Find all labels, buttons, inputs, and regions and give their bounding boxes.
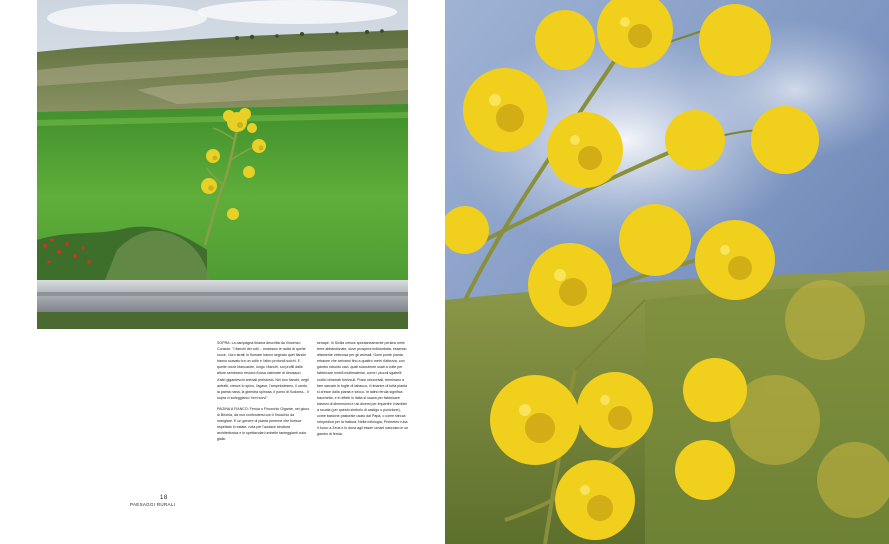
section-name: PAESAGGI RURALI bbox=[130, 502, 176, 507]
fennel-flowers-photo bbox=[445, 0, 889, 544]
folio bbox=[130, 495, 175, 507]
page-number: 18 bbox=[160, 495, 168, 501]
caption-column-right bbox=[317, 340, 410, 443]
caption-column-left bbox=[217, 340, 310, 448]
landscape-photo bbox=[37, 0, 408, 329]
caption-paragraph-continued: senape. In Sicilia cresce spontaneamente persino nelle terre abbandonate, dove prospera indisturbata, essendo altamente velenosa per gli animali. Gomi ponte pianta erbacee che arrivano fino a quattro metri d'altezza, con gambo robusto cavi, quali succulente usati a volte per fabbricare mobili multimaterial, come i piccoli sgabelli rustici chiamati furrizzuli. Possi orizzontali, terminano a fare sarcare le foglie di tabacco; il rimanire di tutta pianta si cresce dalla pianta e secco. In latino ferula significa bacchetta, e in effetti in Italia si usava per fabbricare bastoni di dimensioni e usi diversi per impartire i bambini a scuola (per questo simbolo di castigo o punizione), come bastone pastorale usato dal Papa, o come stecca ortopedica per la frattura. Nella mitologia, Prometeo ruba il fuoco a Zeus e lo dona agli esseri umani nascosto in un gambo di ferula. bbox=[317, 341, 409, 437]
caption-paragraph-facing: PAGINA A FIANCO: Ferula o Finocchio Gigante, nel gioco di Brionia, da non confondersi con il finocchio da mangiare. E un genere di pianta perenne che fiorisce rispettato in estate, nota per l'audace struttura architettonica e le spettacolari umbelle tanteggianti color giallo bbox=[217, 406, 310, 442]
caption-paragraph-above: SOPRA: La campagna iblarea descritta da Vincenzo Consolo: "I fianchi dei colli... mostrano le radici di quelle rocce, i loro strati; le fiumare hanno segnato quei fianchi hanno scavato tra un colle e l'altro profondi solchi. E quelle rocce biancastre, lungo i fianchi, sui profili dalle alture sembrano residui d'ossa calcinate di dinosauri, d'altri giganteschi animali preistorici. Nei loro fianchi, negli anfratti, cresce lo spino, l'agave, l'ampelodesmo, il cardo, la palma nana, la ginestra spinosa, il pomo di Sodoma... Il sopra vi svileggiano i lievi sorvi". bbox=[217, 341, 310, 400]
